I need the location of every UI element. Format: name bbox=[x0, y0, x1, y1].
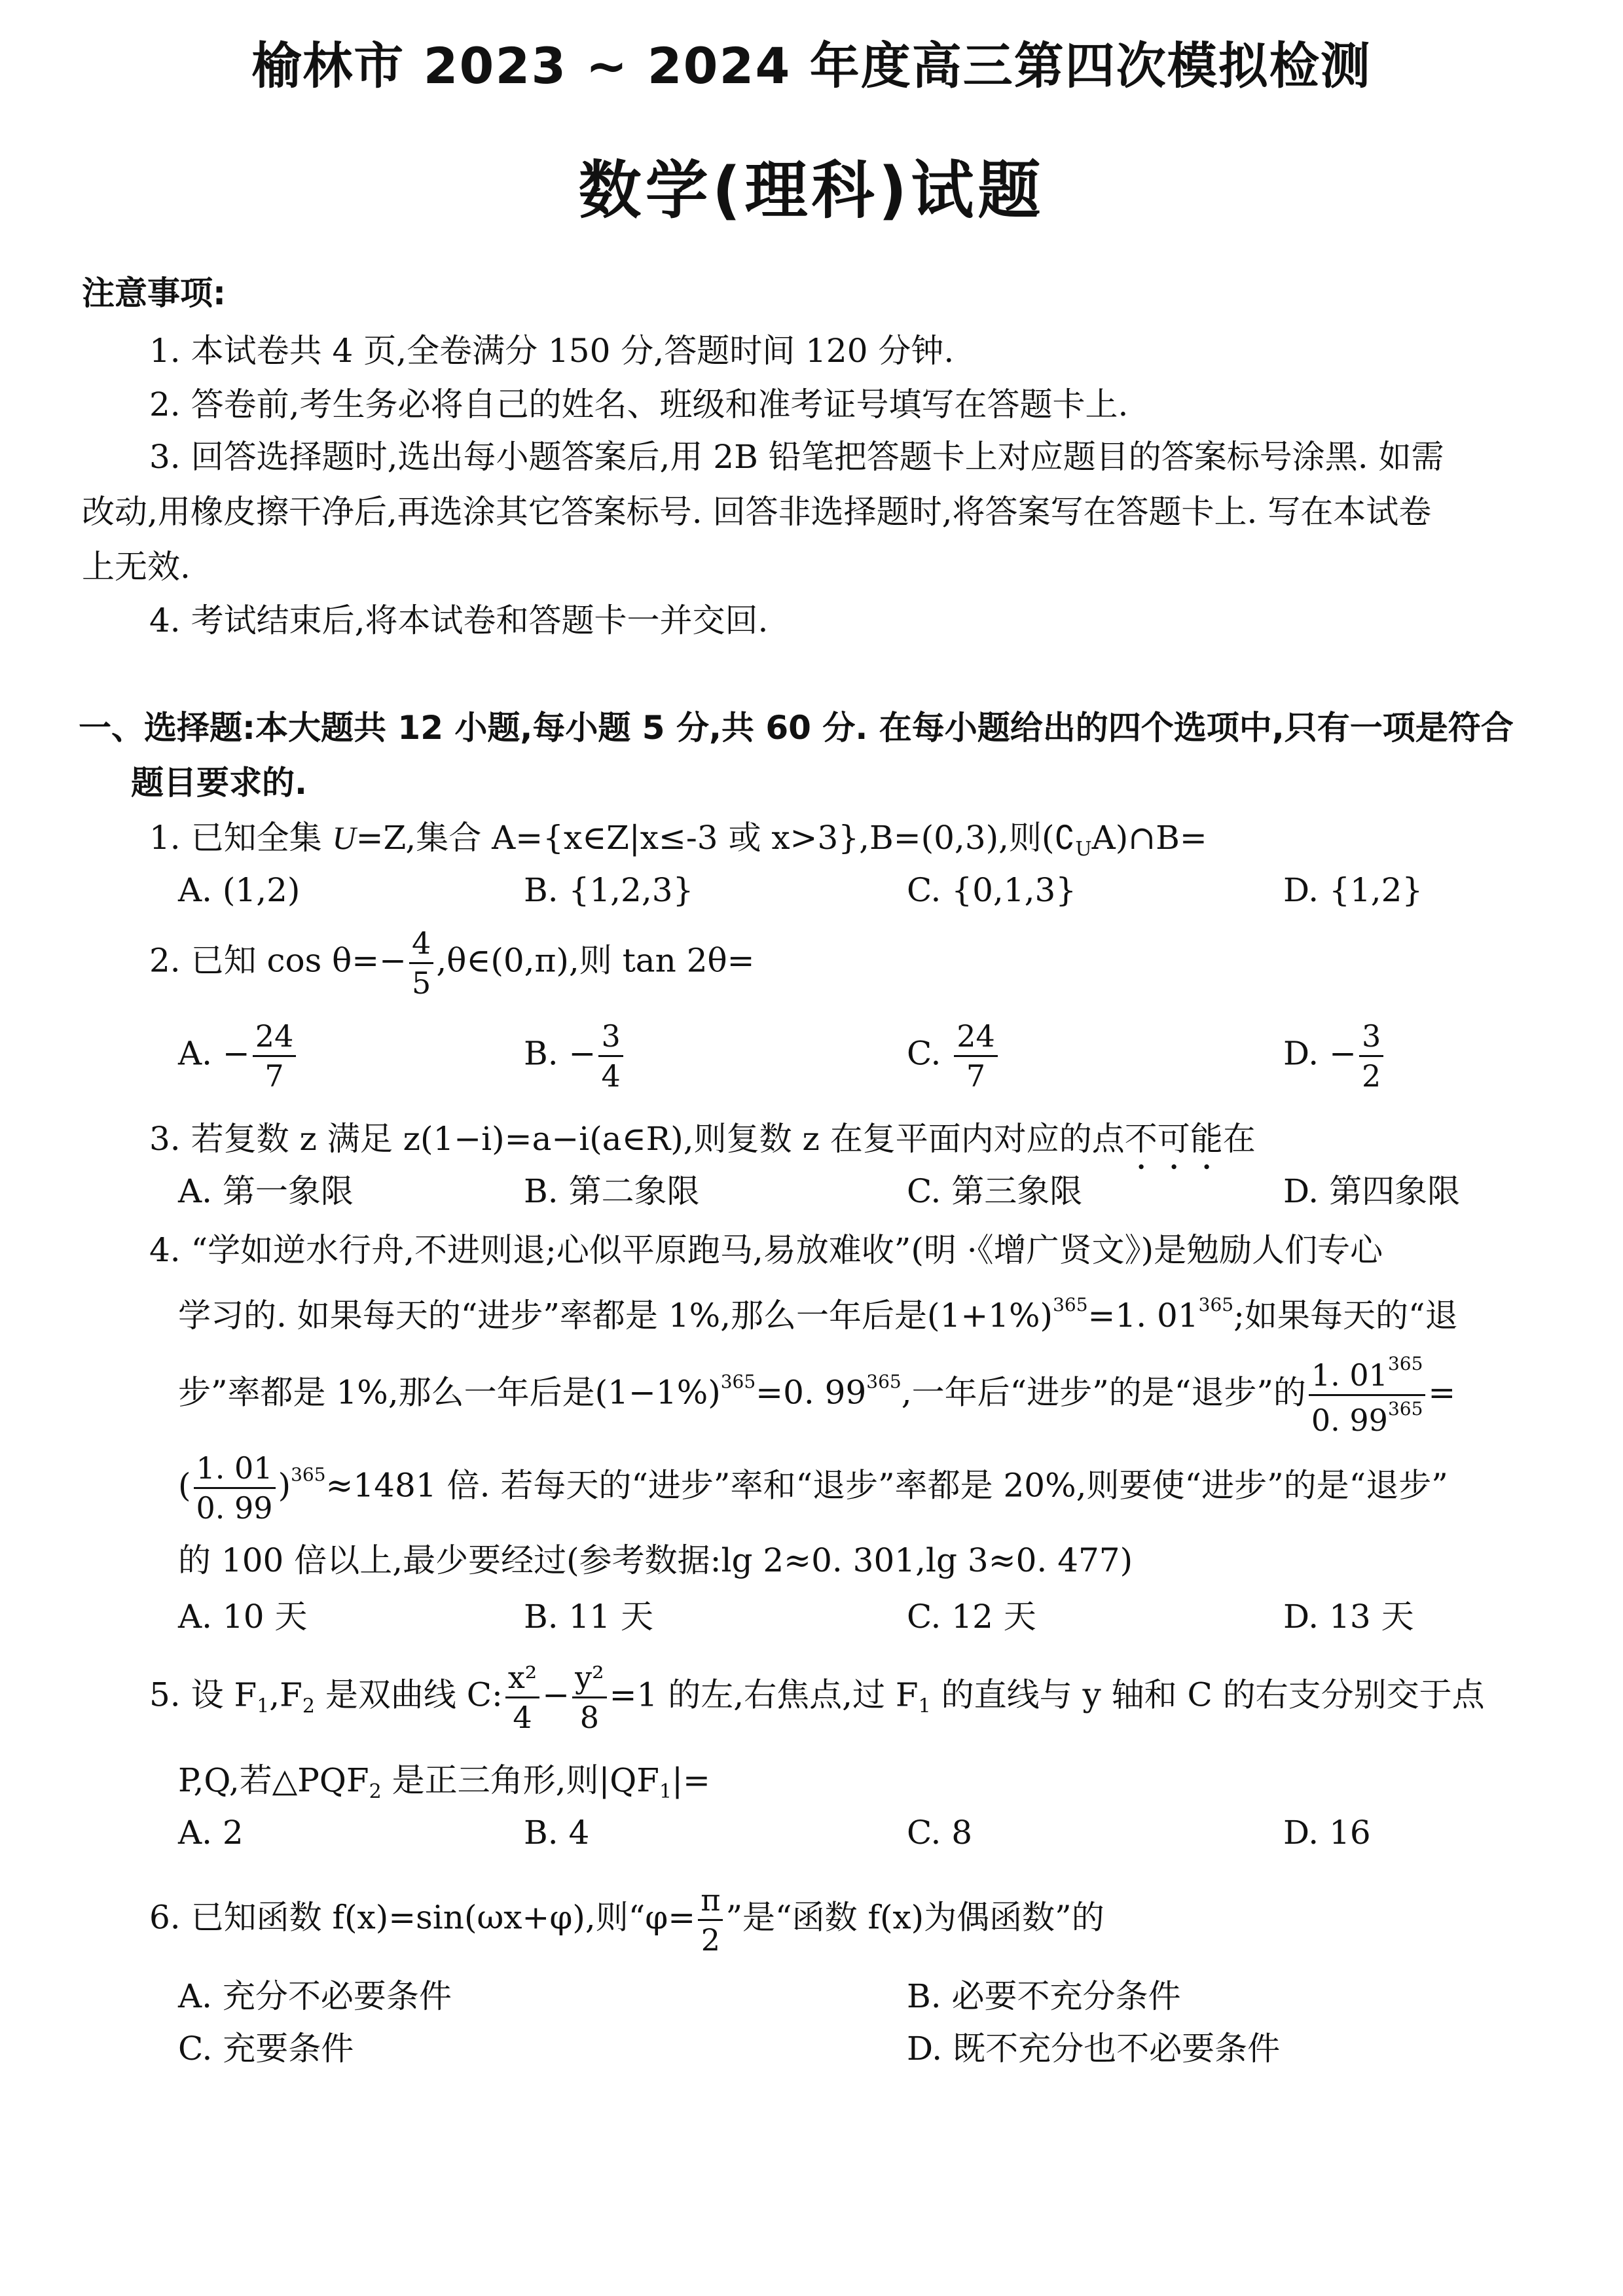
question-4-line-1: 4. “学如逆水行舟,不进则退;心似平原跑马,易放难收”(明 ·《增广贤文》)是勉励人们专心 bbox=[149, 1231, 1383, 1269]
q1-option-c: C. {0,1,3} bbox=[907, 871, 1077, 909]
exam-subtitle: 数学(理科)试题 bbox=[578, 154, 1045, 227]
q5-option-d: D. 16 bbox=[1283, 1814, 1371, 1852]
q5-option-c: C. 8 bbox=[907, 1814, 973, 1852]
question-4-line-2: 学习的. 如果每天的“进步”率都是 1%,那么一年后是$(1+1\%)^{365}=1$. $01^{365}$;如果每天的“退 bbox=[178, 1294, 1458, 1335]
q2-option-c: C. $\frac{24}{7}$ bbox=[907, 1021, 1000, 1091]
question-5-line-2: P,Q,若$\triangle PQF_2$ 是正三角形,则$|QF_1|=$ bbox=[178, 1761, 710, 1803]
q6-option-b: B. 必要不充分条件 bbox=[907, 1977, 1181, 2015]
question-6-stem: 6. 已知函数 f(x)=sin(ωx+φ),则“φ= $\frac{\pi}{2}$ ”是“函数 f(x)为偶函数”的 bbox=[149, 1882, 1104, 1958]
exam-title: 榆林市 2023 ~ 2024 年度高三第四次模拟检测 bbox=[251, 37, 1372, 95]
question-1-stem: 1. 已知全集 U=Z,集合 A={x∈Z|x≤-3 或 x>3},B=(0,3),则$(∁_UA)\cap B=$ bbox=[149, 819, 1207, 861]
q6-option-c: C. 充要条件 bbox=[178, 2030, 354, 2068]
q2-option-b: B. − $\frac{3}{4}$ bbox=[524, 1021, 626, 1091]
q3-option-b: B. 第二象限 bbox=[524, 1172, 700, 1210]
section-heading: 一、选择题:本大题共 12 小题,每小题 5 分,共 60 分. 在每小题给出的四个选项中,只有一项是符合 bbox=[79, 709, 1514, 747]
question-4-line-3: 步”率都是 1%,那么一年后是$(1-1\%)^{365}=0$. $99^{365}$,一年后“进步”的是“退步”的 $\frac{1. 01^{365}}{0. 99^{365}}$ = bbox=[178, 1353, 1456, 1438]
question-5-stem: 5. 设 $F_1,F_2$ 是双曲线 C: $\frac{\text{x²}}{4}$ − $\frac{\text{y²}}{8}$ =1 的左,右焦点,过 $F_1$ 的直线与 y 轴和 C 的右支分别交于点 bbox=[149, 1660, 1485, 1735]
q3-option-c: C. 第三象限 bbox=[907, 1172, 1083, 1210]
q1-option-d: D. {1,2} bbox=[1283, 871, 1423, 909]
q5-option-b: B. 4 bbox=[524, 1814, 590, 1852]
notice-item-3: 3. 回答选择题时,选出每小题答案后,用 2B 铅笔把答题卡上对应题目的答案标号涂黑. 如需 bbox=[149, 438, 1444, 476]
q2-option-d: D. − $\frac{3}{2}$ bbox=[1283, 1021, 1386, 1091]
emphasis-marks: 不可能 bbox=[1124, 1120, 1223, 1158]
notice-item-1: 1. 本试卷共 4 页,全卷满分 150 分,答题时间 120 分钟. bbox=[149, 332, 955, 370]
q2-option-a: A. − $\frac{24}{7}$ bbox=[178, 1021, 299, 1091]
q4-option-b: B. 11 天 bbox=[524, 1598, 654, 1636]
q3-option-a: A. 第一象限 bbox=[178, 1172, 354, 1210]
question-3-stem: 3. 若复数 z 满足 z(1−i)=a−i(a∈R),则复数 z 在复平面内对应的点不可能在 bbox=[149, 1120, 1256, 1158]
q1-option-a: A. (1,2) bbox=[178, 871, 301, 909]
notice-item-4: 4. 考试结束后,将本试卷和答题卡一并交回. bbox=[149, 601, 769, 639]
q6-option-d: D. 既不充分也不必要条件 bbox=[907, 2030, 1281, 2068]
notice-heading: 注意事项: bbox=[82, 274, 226, 312]
q4-option-c: C. 12 天 bbox=[907, 1598, 1036, 1636]
notice-item-3-end: 上无效. bbox=[82, 548, 191, 586]
q5-option-a: A. 2 bbox=[178, 1814, 244, 1852]
q1-option-b: B. {1,2,3} bbox=[524, 871, 694, 909]
question-4-line-4: ( $\frac{1. 01}{0. 99}$ )$^{365}$≈1481 倍. 若每天的“进步”率和“退步”率都是 20%,则要使“进步”的是“退步” bbox=[178, 1450, 1448, 1526]
q4-option-a: A. 10 天 bbox=[178, 1598, 308, 1636]
question-4-line-5: 的 100 倍以上,最少要经过(参考数据:lg 2≈0. 301,lg 3≈0. 477) bbox=[178, 1541, 1133, 1579]
question-2-stem: 2. 已知 cos θ=− $\frac{4}{5}$ ,θ∈(0,π),则 tan 2θ= bbox=[149, 925, 755, 1001]
section-heading-cont: 题目要求的. bbox=[131, 764, 307, 802]
q6-option-a: A. 充分不必要条件 bbox=[178, 1977, 452, 2015]
notice-item-2: 2. 答卷前,考生务必将自己的姓名、班级和准考证号填写在答题卡上. bbox=[149, 386, 1129, 423]
q3-option-d: D. 第四象限 bbox=[1283, 1172, 1461, 1210]
q4-option-d: D. 13 天 bbox=[1283, 1598, 1414, 1636]
notice-item-3-cont: 改动,用橡皮擦干净后,再选涂其它答案标号. 回答非选择题时,将答案写在答题卡上. 写在本试卷 bbox=[82, 493, 1432, 531]
